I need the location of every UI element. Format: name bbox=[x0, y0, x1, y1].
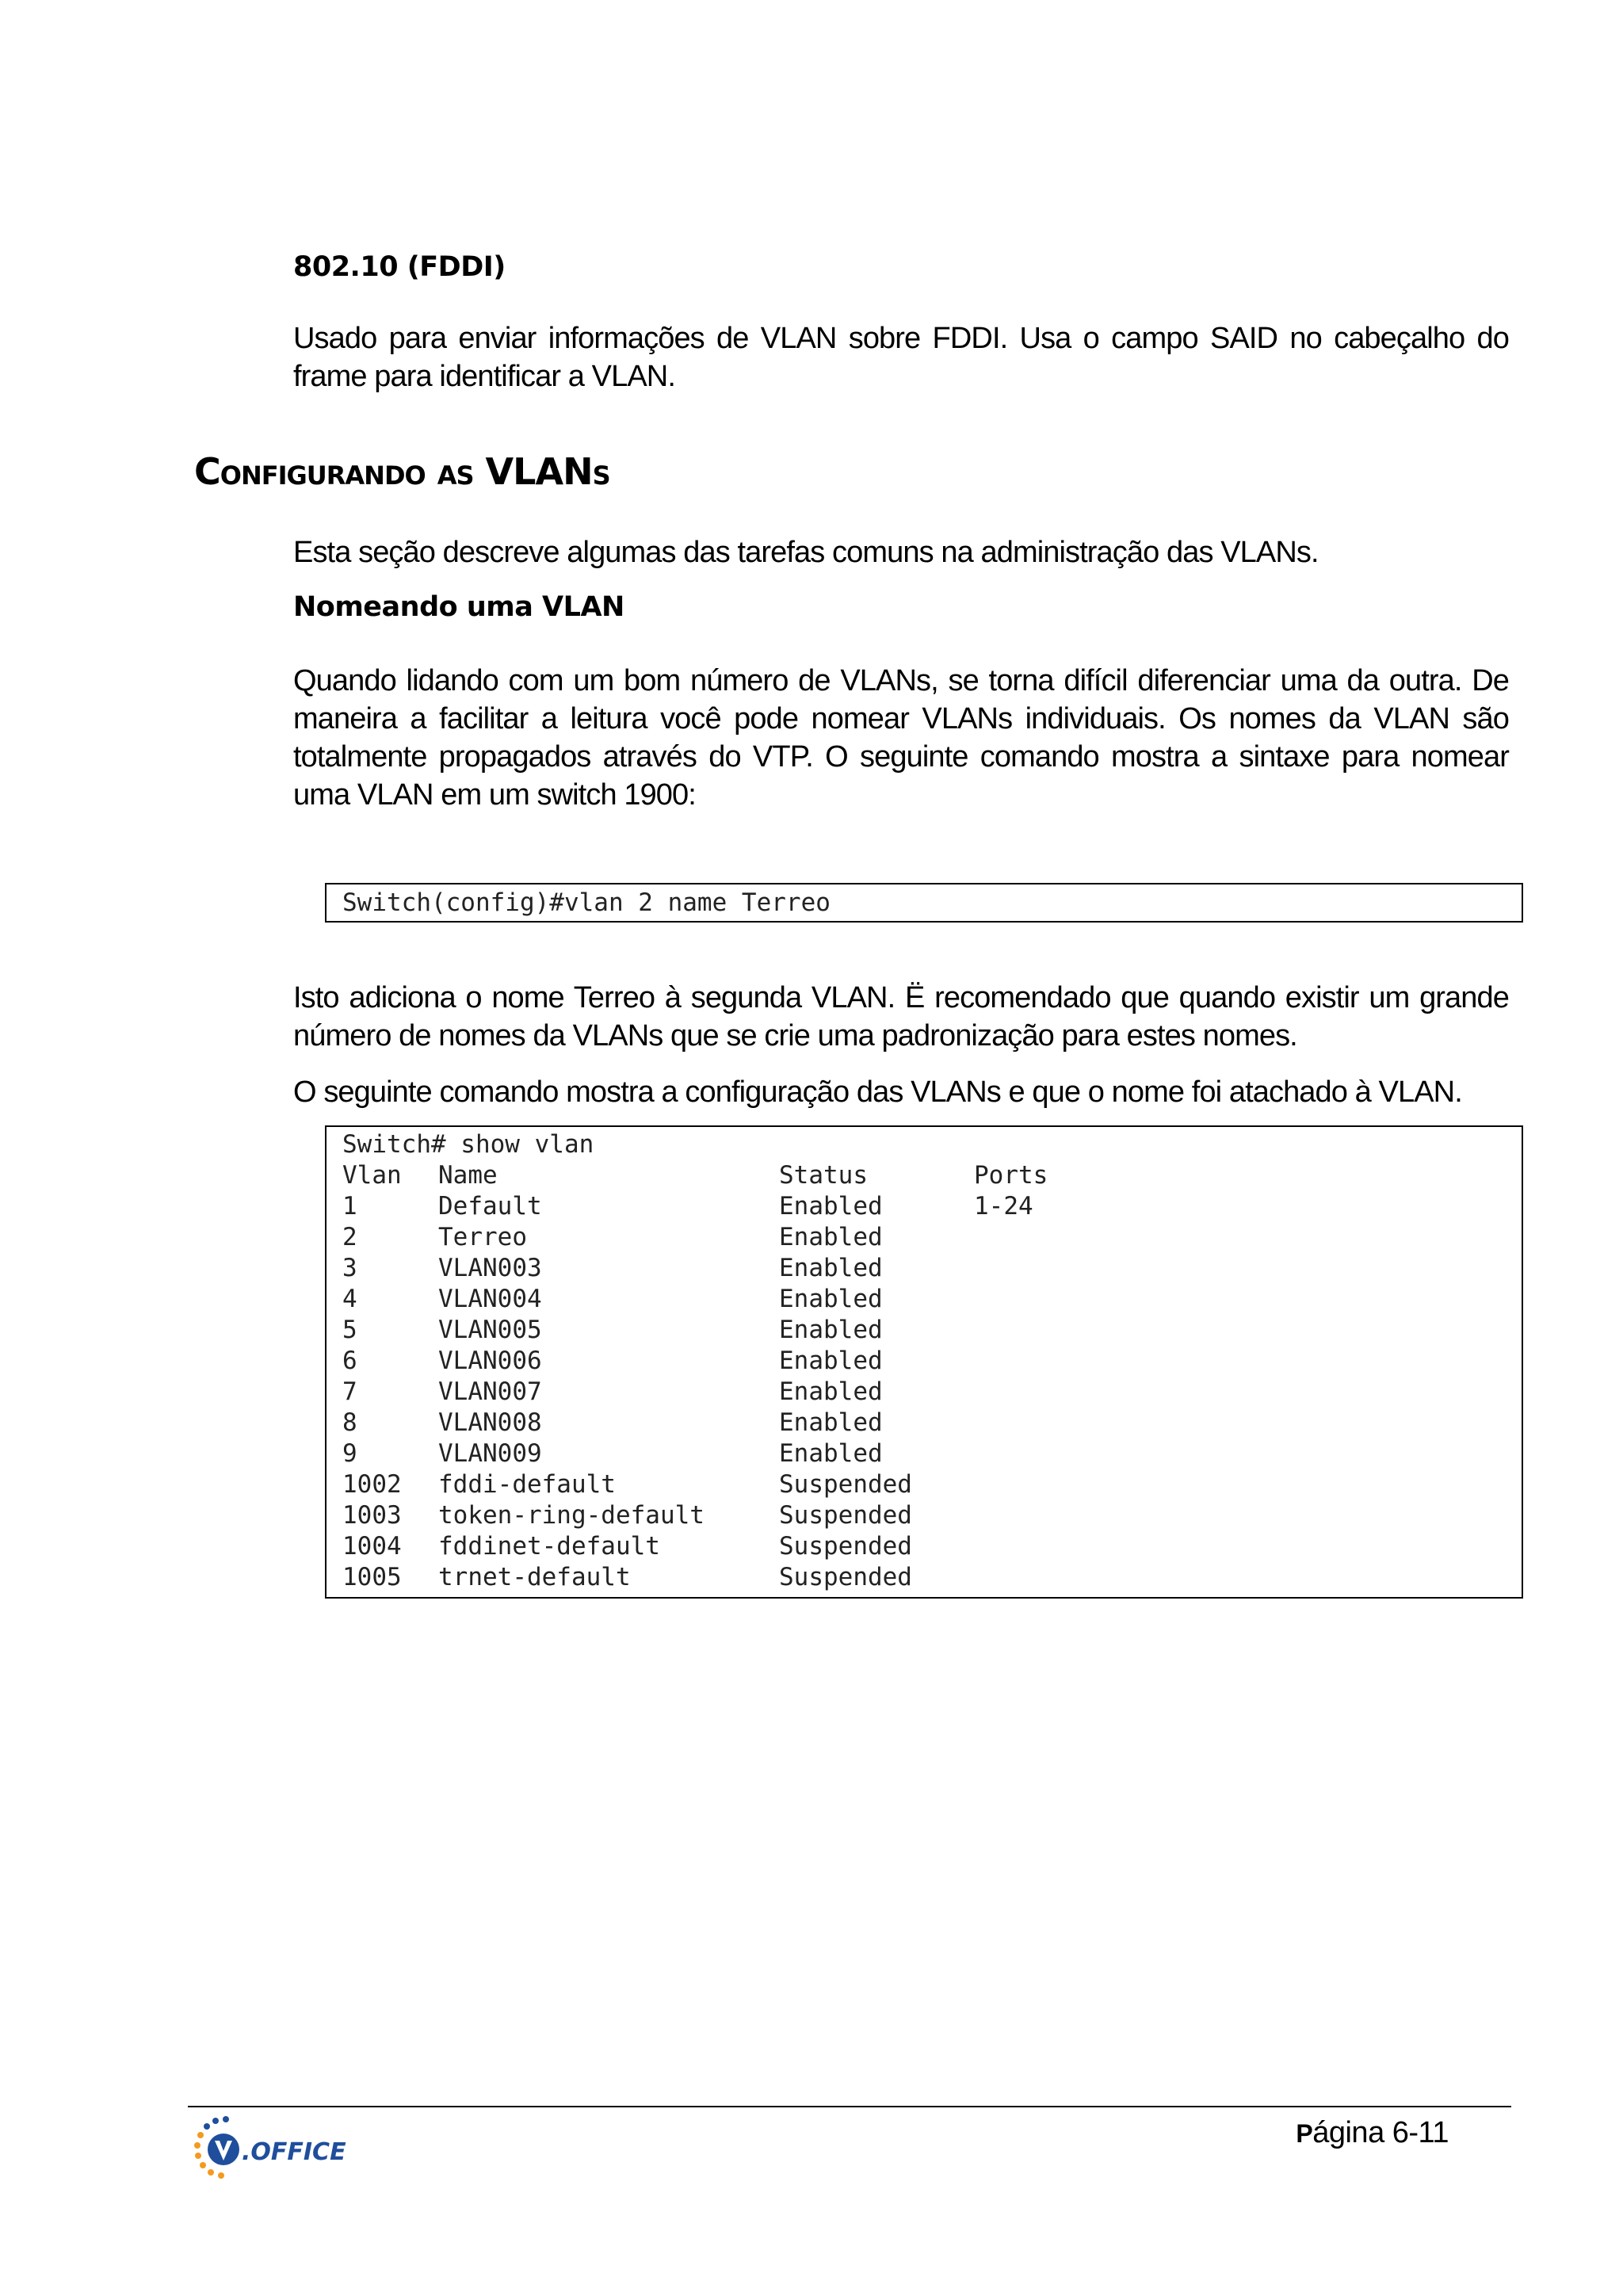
vlan-ports-cell: 1-24 bbox=[974, 1192, 1033, 1221]
paragraph-naming: Quando lidando com um bom número de VLANs, se torna difícil diferenciar uma da outra. De maneira a facilitar a leitura você pode nomear VLANs individuais. Os nomes da VLAN são totalmente propagados através do VTP. O seguinte comando mostra a sintaxe para nomear uma VLAN em um switch 1900: bbox=[293, 664, 1509, 812]
vlan-id-cell: 6 bbox=[342, 1347, 357, 1375]
vlan-table-row bbox=[342, 1408, 1522, 1438]
vlan-table-row bbox=[342, 1191, 1522, 1222]
logo-text: .OFFICE bbox=[242, 2138, 346, 2166]
vlan-table-row bbox=[342, 1500, 1522, 1531]
vlan-name-cell: VLAN008 bbox=[438, 1408, 542, 1437]
vlan-id-cell: 4 bbox=[342, 1285, 357, 1313]
section-title: Configurando as VLANs bbox=[194, 450, 610, 493]
column-header-ports: Ports bbox=[974, 1161, 1048, 1190]
vlan-status-cell: Enabled bbox=[779, 1347, 883, 1375]
vlan-id-cell: 1005 bbox=[342, 1563, 402, 1591]
vlan-name-cell: token-ring-default bbox=[438, 1501, 705, 1530]
column-header-name: Name bbox=[438, 1161, 498, 1190]
show-vlan-prompt: Switch# show vlan bbox=[342, 1130, 594, 1159]
vlan-ports-cell bbox=[974, 1438, 1132, 1469]
footer-rule bbox=[188, 2106, 1511, 2107]
vlan-status-cell: Suspended bbox=[779, 1563, 912, 1591]
vlan-name-cell: fddi-default bbox=[438, 1470, 616, 1499]
vlan-table-row bbox=[342, 1346, 1522, 1377]
vlan-ports-cell bbox=[974, 1253, 1132, 1284]
vlan-ports-cell bbox=[974, 1284, 1132, 1315]
vlan-name-cell: VLAN003 bbox=[438, 1254, 542, 1282]
vlan-ports-cell bbox=[974, 1562, 1132, 1593]
vlan-ports-cell bbox=[974, 1408, 1132, 1438]
vlan-name-cell: Terreo bbox=[438, 1223, 527, 1251]
vlan-id-cell: 1004 bbox=[342, 1532, 402, 1561]
vlan-ports-cell bbox=[974, 1346, 1132, 1377]
vlan-table-row bbox=[342, 1562, 1522, 1593]
vlan-ports-cell bbox=[974, 1315, 1132, 1346]
vlan-name-cell: VLAN009 bbox=[438, 1439, 542, 1468]
vlan-table-row bbox=[342, 1438, 1522, 1469]
subheading-naming: Nomeando uma VLAN bbox=[293, 591, 624, 623]
vlan-id-cell: 5 bbox=[342, 1316, 357, 1344]
vlan-status-cell: Enabled bbox=[779, 1223, 883, 1251]
vlan-id-cell: 1 bbox=[342, 1192, 357, 1221]
vlan-table-row bbox=[342, 1377, 1522, 1408]
vlan-table-row bbox=[342, 1253, 1522, 1284]
paragraph-fddi: Usado para enviar informações de VLAN sobre FDDI. Usa o campo SAID no cabeçalho do frame para identificar a VLAN. bbox=[293, 322, 1509, 393]
v-office-logo bbox=[192, 2115, 358, 2186]
vlan-status-cell: Suspended bbox=[779, 1470, 912, 1499]
vlan-name-cell: VLAN005 bbox=[438, 1316, 542, 1344]
vlan-name-cell: fddinet-default bbox=[438, 1532, 660, 1561]
vlan-status-cell: Enabled bbox=[779, 1408, 883, 1437]
vlan-ports-cell bbox=[974, 1531, 1132, 1562]
vlan-status-cell: Enabled bbox=[779, 1316, 883, 1344]
vlan-status-cell: Enabled bbox=[779, 1285, 883, 1313]
section-intro: Esta seção descreve algumas das tarefas comuns na administração das VLANs. bbox=[293, 536, 1319, 569]
vlan-name-cell: Default bbox=[438, 1192, 542, 1221]
subheading-fddi: 802.10 (FDDI) bbox=[293, 251, 506, 283]
vlan-table-row bbox=[342, 1315, 1522, 1346]
vlan-name-cell: VLAN007 bbox=[438, 1377, 542, 1406]
column-header-status: Status bbox=[779, 1161, 868, 1190]
page-number bbox=[1296, 2116, 1449, 2150]
show-vlan-header-row bbox=[342, 1160, 1522, 1191]
vlan-table-row bbox=[342, 1222, 1522, 1253]
vlan-status-cell: Suspended bbox=[779, 1501, 912, 1530]
command-line: Switch(config)#vlan 2 name Terreo bbox=[342, 888, 831, 917]
command-box bbox=[325, 883, 1523, 923]
vlan-id-cell: 2 bbox=[342, 1223, 357, 1251]
vlan-id-cell: 9 bbox=[342, 1439, 357, 1468]
vlan-id-cell: 7 bbox=[342, 1377, 357, 1406]
vlan-ports-cell bbox=[974, 1377, 1132, 1408]
vlan-table-row bbox=[342, 1284, 1522, 1315]
page-number-text: ágina 6-11 bbox=[1312, 2116, 1449, 2149]
vlan-status-cell: Enabled bbox=[779, 1439, 883, 1468]
vlan-name-cell: trnet-default bbox=[438, 1563, 631, 1591]
vlan-ports-cell bbox=[974, 1500, 1132, 1531]
vlan-name-cell: VLAN004 bbox=[438, 1285, 542, 1313]
vlan-id-cell: 3 bbox=[342, 1254, 357, 1282]
show-vlan-output bbox=[325, 1125, 1523, 1599]
vlan-id-cell: 1002 bbox=[342, 1470, 402, 1499]
vlan-ports-cell bbox=[974, 1469, 1132, 1500]
paragraph-show-vlan: O seguinte comando mostra a configuração das VLANs e que o nome foi atachado à VLAN. bbox=[293, 1075, 1462, 1109]
column-header-vlan: Vlan bbox=[342, 1161, 402, 1190]
paragraph-after-command: Isto adiciona o nome Terreo à segunda VLAN. Ë recomendado que quando existir um grande número de nomes da VLANs que se crie uma padronização para estes nomes. bbox=[293, 981, 1509, 1052]
vlan-table-row bbox=[342, 1531, 1522, 1562]
vlan-status-cell: Enabled bbox=[779, 1254, 883, 1282]
vlan-status-cell: Suspended bbox=[779, 1532, 912, 1561]
vlan-status-cell: Enabled bbox=[779, 1192, 883, 1221]
vlan-name-cell: VLAN006 bbox=[438, 1347, 542, 1375]
vlan-id-cell: 1003 bbox=[342, 1501, 402, 1530]
vlan-table-row bbox=[342, 1469, 1522, 1500]
show-vlan-rows bbox=[342, 1191, 1522, 1593]
vlan-ports-cell bbox=[974, 1222, 1132, 1253]
page-number-prefix: P bbox=[1296, 2119, 1313, 2148]
vlan-id-cell: 8 bbox=[342, 1408, 357, 1437]
vlan-status-cell: Enabled bbox=[779, 1377, 883, 1406]
